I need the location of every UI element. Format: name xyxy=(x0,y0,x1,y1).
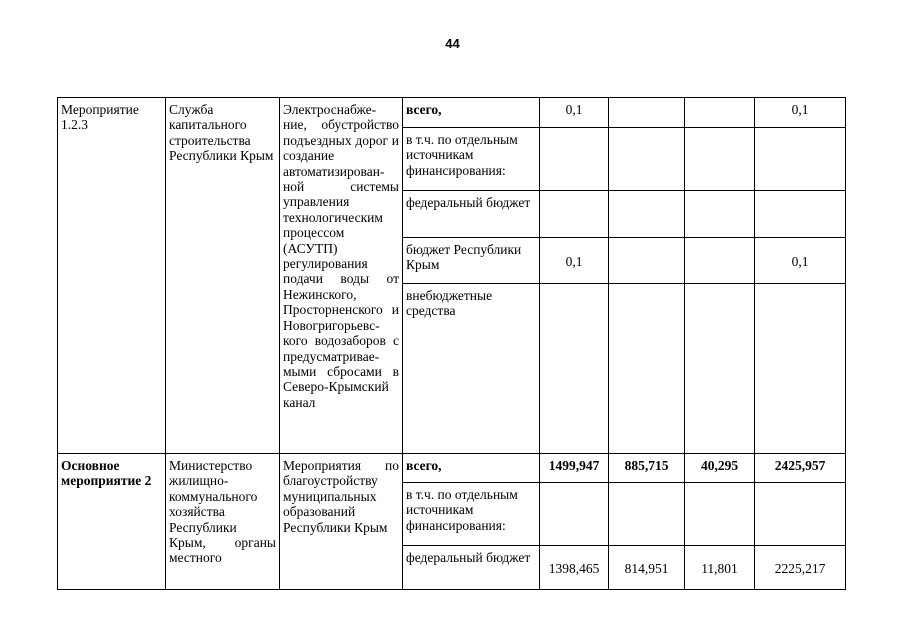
value-cell: 885,715 xyxy=(609,454,685,483)
source-label: в т.ч. по отдельным источникам финансирования: xyxy=(403,128,540,191)
financing-table xyxy=(57,97,846,590)
value-cell xyxy=(540,128,609,191)
table-row xyxy=(58,454,846,483)
value-cell xyxy=(685,191,755,238)
activity-description: Мероприятия по благоустройству муниципальных образований Республики Крым xyxy=(280,454,403,590)
value-cell xyxy=(685,483,755,546)
value-cell xyxy=(609,191,685,238)
value-cell: 0,1 xyxy=(540,98,609,128)
activity-name: Основное мероприятие 2 xyxy=(58,454,166,590)
executor: Министерство жилищно-коммунального хозяйства Республики Крым, органы местного xyxy=(166,454,280,590)
value-cell: 1499,947 xyxy=(540,454,609,483)
value-cell xyxy=(685,284,755,454)
value-cell xyxy=(755,191,846,238)
source-label: федеральный бюджет xyxy=(403,546,540,590)
source-label: всего, xyxy=(403,98,540,128)
value-cell: 0,1 xyxy=(540,238,609,284)
value-cell: 2425,957 xyxy=(755,454,846,483)
source-label: бюджет Республики Крым xyxy=(403,238,540,284)
value-cell xyxy=(685,238,755,284)
value-cell xyxy=(540,191,609,238)
source-label: федеральный бюджет xyxy=(403,191,540,238)
page-number: 44 xyxy=(445,36,460,51)
value-cell xyxy=(685,128,755,191)
source-label: в т.ч. по отдельным источникам финансирования: xyxy=(403,483,540,546)
source-label: всего, xyxy=(403,454,540,483)
value-cell: 814,951 xyxy=(609,546,685,590)
value-cell xyxy=(609,98,685,128)
activity-name: Мероприятие 1.2.3 xyxy=(58,98,166,454)
executor: Служба капитального строительства Республики Крым xyxy=(166,98,280,454)
value-cell xyxy=(755,483,846,546)
value-cell: 0,1 xyxy=(755,238,846,284)
value-cell: 40,295 xyxy=(685,454,755,483)
value-cell xyxy=(685,98,755,128)
value-cell xyxy=(609,483,685,546)
value-cell: 2225,217 xyxy=(755,546,846,590)
value-cell xyxy=(609,238,685,284)
value-cell xyxy=(755,128,846,191)
value-cell xyxy=(609,128,685,191)
source-label: внебюджетные средства xyxy=(403,284,540,454)
value-cell xyxy=(755,284,846,454)
activity-description: Электроснабже-ние, обустройство подъездных дорог и создание автоматизирован-ной системы управления технологическим процессом (АСУТП) регулирования подачи воды от Нежинского, Просторненского и Новогригорьевс-кого водозаборов с предусматривае-мыми сбросами в Северо-Крымский канал xyxy=(280,98,403,454)
value-cell: 0,1 xyxy=(755,98,846,128)
value-cell xyxy=(540,284,609,454)
table-row xyxy=(58,98,846,128)
value-cell: 1398,465 xyxy=(540,546,609,590)
value-cell: 11,801 xyxy=(685,546,755,590)
value-cell xyxy=(540,483,609,546)
value-cell xyxy=(609,284,685,454)
